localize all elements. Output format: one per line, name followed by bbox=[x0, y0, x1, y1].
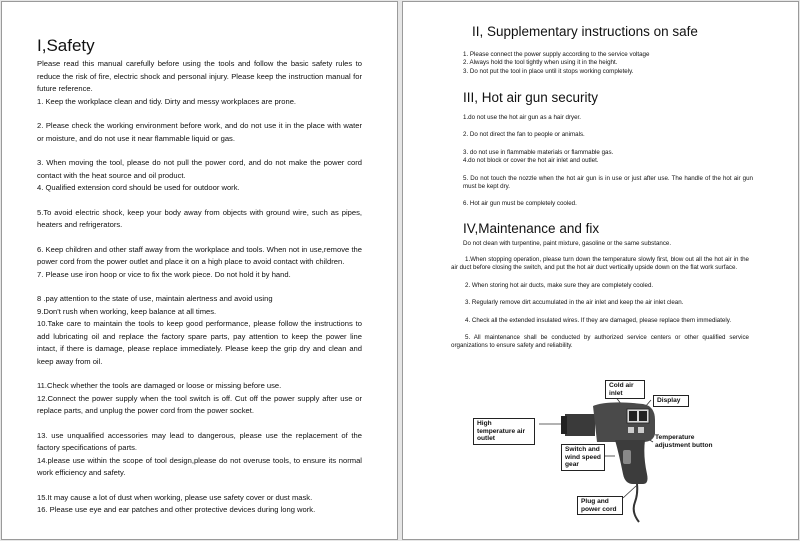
plug-power-cord-label: Plug and power cord bbox=[577, 496, 623, 515]
supplementary-list bbox=[463, 51, 763, 76]
hot-air-gun-title: III, Hot air gun security bbox=[463, 90, 599, 105]
maintenance-item: 1.When stopping operation, please turn down the temperature slowly first, blow out all the hot air in the air duct before closing the switch, and put the hot air duct vertically upside down on the flat work surface. bbox=[451, 256, 749, 272]
right-page bbox=[402, 1, 799, 540]
hot-air-gun-diagram bbox=[473, 376, 733, 526]
hot-air-gun-item: 4.do not block or cover the hot air inlet and outlet. bbox=[463, 157, 599, 165]
supplementary-item: 3. Do not put the tool in place until it stops working completely. bbox=[463, 67, 634, 75]
supplementary-item: 2. Always hold the tool tightly when using it in the height. bbox=[463, 59, 618, 67]
safety-item: 13. use unqualified accessories may lead to dangerous, please use the replacement of the factory specifications of parts. bbox=[37, 430, 362, 452]
safety-item: 2. Please check the working environment before work, and do not use it in the place with water or moisture, and do not use it near flammable liquid or gas. bbox=[37, 121, 362, 143]
maintenance-list bbox=[451, 256, 749, 351]
hot-air-gun-item: 2. Do not direct the fan to people or animals. bbox=[463, 131, 585, 139]
safety-item: 6. Keep children and other staff away from the workplace and tools. When not in use,remove the power cord from the power outlet and place it on a high place to avoid contact with children. bbox=[37, 244, 362, 266]
maintenance-item: 3. Regularly remove dirt accumulated in the air inlet and keep the air inlet clean. bbox=[465, 299, 684, 307]
safety-item: 10.Take care to maintain the tools to keep good performance, please follow the instructions to add lubricating oil and replace the factory spare parts, pay attention to keep the power line intact, if there is damage, please replace immediately. Please keep the grip dry and clean and keep away from oil. bbox=[37, 319, 362, 366]
safety-item: 9.Don't rush when working, keep balance at all times. bbox=[37, 306, 217, 316]
safety-intro: Please read this manual carefully before using the tools and follow the basic safety rules to reduce the risk of fire, electric shock and personal injury. Please keep the instruction manual for future reference. bbox=[37, 59, 362, 93]
safety-item: 8 .pay attention to the state of use, maintain alertness and avoid using bbox=[37, 294, 273, 303]
maintenance-title: IV,Maintenance and fix bbox=[463, 221, 600, 236]
safety-item: 11.Check whether the tools are damaged or loose or missing before use. bbox=[37, 381, 282, 390]
safety-item: 16. Please use eye and ear patches and other protective devices during long work. bbox=[37, 505, 316, 514]
safety-item: 7. Please use iron hoop or vice to fix the work piece. Do not hold it by hand. bbox=[37, 269, 291, 279]
left-page bbox=[1, 1, 398, 540]
hot-air-gun-item: 3. do not use in flammable materials or flammable gas. bbox=[463, 148, 614, 156]
display-label: Display bbox=[653, 395, 689, 407]
safety-item: 14.please use within the scope of tool design,please do not overuse tools, to ensure its normal work efficiency and safety. bbox=[37, 455, 362, 477]
supplementary-title: II, Supplementary instructions on safe bbox=[472, 24, 698, 39]
hot-air-gun-item: 1.do not use the hot air gun as a hair dryer. bbox=[463, 114, 581, 121]
safety-body bbox=[37, 58, 362, 517]
hot-air-gun-item: 6. Hot air gun must be completely cooled. bbox=[463, 200, 577, 208]
safety-item: 1. Keep the workplace clean and tidy. Dirty and messy workplaces are prone. bbox=[37, 96, 297, 106]
temperature-button-label: Temperature adjustment button bbox=[655, 434, 727, 449]
high-temperature-outlet-label: High temperature air outlet bbox=[473, 418, 535, 445]
maintenance-subtitle: Do not clean with turpentine, paint mixture, gasoline or the same substance. bbox=[463, 240, 672, 247]
safety-title: I,Safety bbox=[37, 36, 95, 55]
safety-item: 12.Connect the power supply when the tool switch is off. Cut off the power supply after use or replace parts, and unplug the power cord from the power socket. bbox=[37, 393, 362, 415]
switch-wind-speed-label: Switch and wind speed gear bbox=[561, 444, 605, 471]
safety-item: 3. When moving the tool, please do not pull the power cord, and do not make the power cord contact with the heat source and oil product. bbox=[37, 158, 362, 180]
maintenance-item: 4. Check all the extended insulated wires. If they are damaged, please replace them immediately. bbox=[465, 316, 732, 324]
maintenance-item: 5. All maintenance shall be conducted by authorized service centers or other qualified service organizations to ensure safety and reliability. bbox=[451, 334, 749, 350]
cold-air-inlet-label: Cold air inlet bbox=[605, 380, 645, 399]
supplementary-item: 1. Please connect the power supply according to the service voltage bbox=[463, 51, 650, 58]
safety-item: 5.To avoid electric shock, keep your body away from objects with ground wire, such as pipes, heaters and refrigerators. bbox=[37, 207, 362, 229]
hot-air-gun-item: 5. Do not touch the nozzle when the hot air gun is in use or just after use. The handle of the hot air gun must be kept dry. bbox=[463, 174, 753, 191]
safety-item: 15.It may cause a lot of dust when working, please use safety cover or dust mask. bbox=[37, 492, 313, 502]
maintenance-item: 2. When storing hot air ducts, make sure they are completely cooled. bbox=[465, 281, 654, 289]
safety-item: 4. Qualified extension cord should be used for outdoor work. bbox=[37, 183, 240, 192]
hot-air-gun-list bbox=[463, 114, 753, 209]
